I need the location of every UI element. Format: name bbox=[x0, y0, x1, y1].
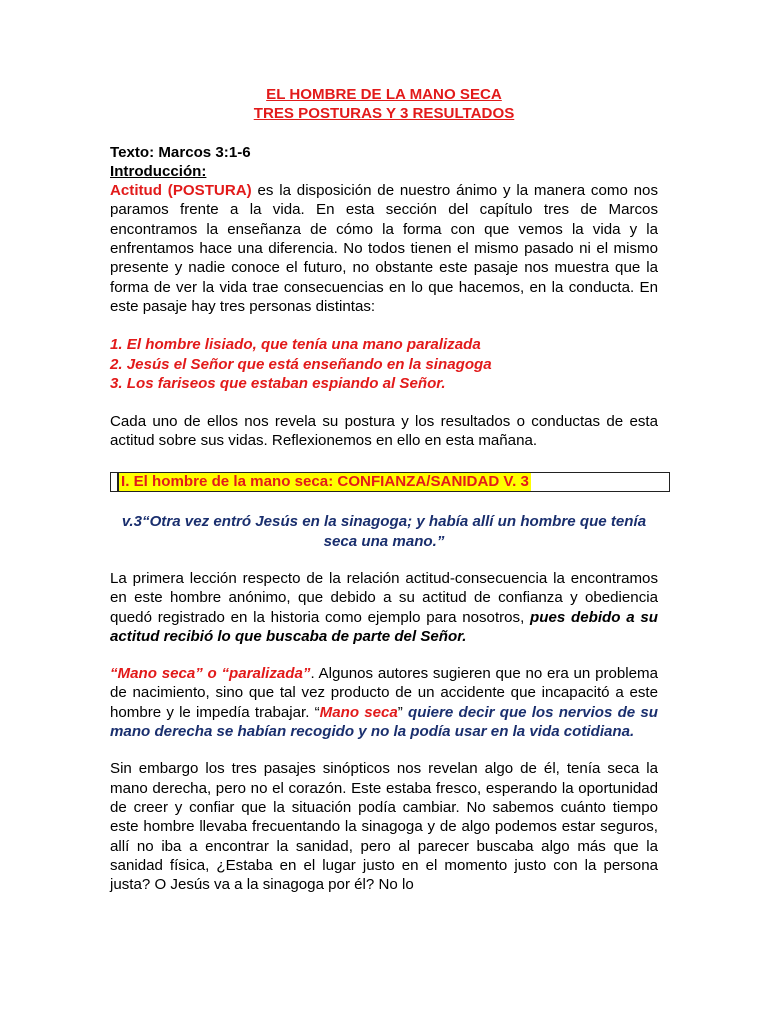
document-subtitle: TRES POSTURAS Y 3 RESULTADOS bbox=[253, 105, 515, 123]
dry-hand-red: Mano seca bbox=[319, 703, 398, 721]
scripture-reference: Texto: Marcos 3:1-6 bbox=[110, 143, 251, 161]
dry-hand-text-a: . Algunos autores sugieren que no era un problema de nacimiento, sino que tal vez producto de un accidente que incapacitó a este hombre y le impedía trabajar. “ bbox=[110, 665, 658, 721]
section-heading: I. El hombre de la mano seca: CONFIANZA/SANIDAD V. 3 bbox=[117, 473, 531, 491]
list-item: 3. Los fariseos que estaban espiando al Señor. bbox=[110, 374, 446, 392]
intro-heading: Introducción: bbox=[110, 162, 207, 180]
document-title: EL HOMBRE DE LA MANO SECA bbox=[266, 86, 502, 103]
first-lesson-paragraph bbox=[110, 569, 658, 646]
dry-hand-text-b: ” bbox=[397, 703, 408, 721]
first-lesson-emphasis: pues debido a su actitud recibió lo que buscaba de parte del Señor. bbox=[110, 608, 658, 645]
synoptic-paragraph: Sin embargo los tres pasajes sinópticos nos revelan algo de él, tenía seca la mano derecha, pero no el corazón. Este estaba fresco, esperando la oportunidad de creer y confiar que la situación podía cambiar. No sabemos cuánto tiempo este hombre llevaba frecuentando la sinagoga y de algo podemos estar seguros, allí no iba a encontrar la sanidad, pero al parecer buscaba algo más que la sanidad física, ¿Estaba en el lugar justo en el momento justo con la persona justa? O Jesús va a la sinagoga por él? No lo bbox=[110, 760, 658, 894]
dry-hand-lead: “Mano seca” o “paralizada” bbox=[110, 665, 311, 683]
list-item: 2. Jesús el Señor que está enseñando en la sinagoga bbox=[110, 355, 492, 373]
dry-hand-blue: quiere decir que los nervios de su mano derecha se habían recogido y no la podía usar en la vida cotidiana. bbox=[110, 703, 658, 741]
section-heading-box bbox=[110, 472, 670, 492]
body-continued bbox=[110, 569, 658, 894]
dry-hand-paragraph bbox=[110, 664, 658, 741]
people-list bbox=[110, 335, 658, 393]
document-page bbox=[110, 0, 658, 451]
first-lesson-text: La primera lección respecto de la relación actitud-consecuencia la encontramos en este hombre anónimo, que debido a su actitud de confianza y obediencia quedó registrado en la historia como ejemplo para nosotros, bbox=[110, 570, 658, 626]
intro-lead: Actitud (POSTURA) bbox=[110, 182, 252, 200]
intro-body: es la disposición de nuestro ánimo y la manera como nos paramos frente a la vida. En esta sección del capítulo tres de Marcos encontramos la enseñanza de cómo la forma con que vemos la vida y la enfrentamos hace una diferencia. No todos tienen el mismo pasado ni el mismo presente y nadie conoce el futuro, no obstante este pasaje nos muestra que la forma de ver la vida trae consecuencias en lo que hacemos, en la conducta. En este pasaje hay tres personas distintas: bbox=[110, 182, 658, 315]
list-item: 1. El hombre lisiado, que tenía una mano paralizada bbox=[110, 336, 481, 354]
intro-paragraph bbox=[110, 181, 658, 316]
verse-quote: v.3“Otra vez entró Jesús en la sinagoga; y había allí un hombre que tenía seca una mano.” bbox=[121, 513, 647, 550]
reflection-paragraph: Cada uno de ellos nos revela su postura y los resultados o conductas de esta actitud sobre sus vidas. Reflexionemos en ello en esta mañana. bbox=[110, 413, 658, 450]
